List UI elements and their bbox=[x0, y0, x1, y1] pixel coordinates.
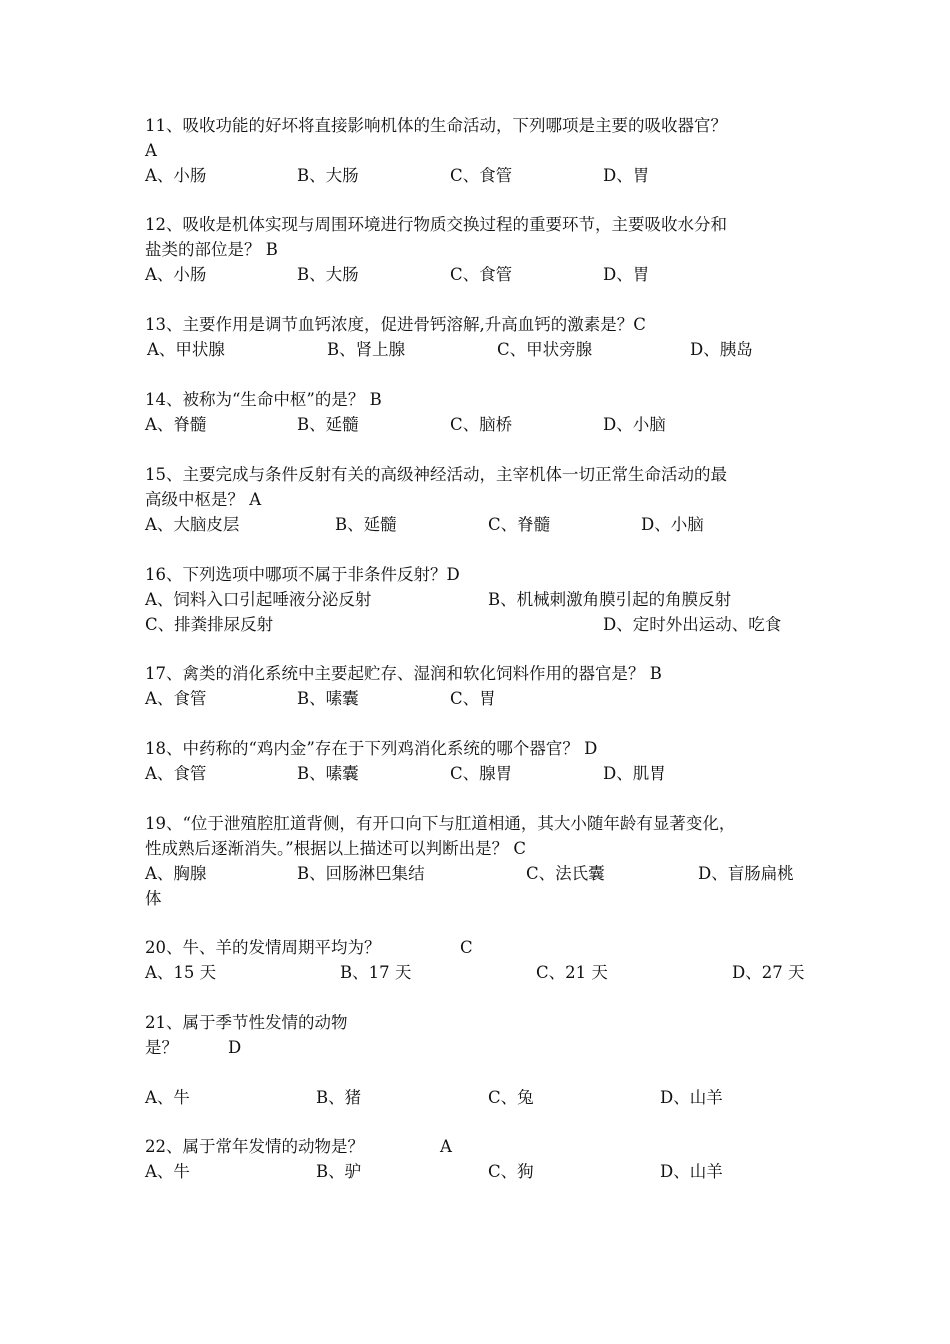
option-d: D、小脑 bbox=[641, 515, 704, 534]
option-c: C、脊髓 bbox=[488, 515, 551, 534]
option-a: A、食管 bbox=[145, 764, 207, 783]
option-a: A、牛 bbox=[145, 1088, 190, 1107]
option-c: C、食管 bbox=[450, 265, 513, 284]
question-text: 21、属于季节性发情的动物 bbox=[145, 1013, 348, 1032]
option-d: D、肌胃 bbox=[603, 764, 666, 783]
options-row bbox=[145, 163, 810, 188]
options-row bbox=[145, 412, 810, 437]
option-b: B、肾上腺 bbox=[327, 340, 406, 359]
option-b: B、机械刺激角膜引起的角膜反射 bbox=[488, 590, 732, 609]
question-text-cont: 盐类的部位是？ B bbox=[145, 240, 278, 259]
option-b: B、嗉囊 bbox=[297, 689, 359, 708]
option-d: D、山羊 bbox=[660, 1162, 723, 1181]
options-row bbox=[145, 686, 810, 711]
option-d: D、小脑 bbox=[603, 415, 666, 434]
option-b: B、17 天 bbox=[340, 963, 412, 982]
blank-line bbox=[145, 1060, 810, 1085]
option-c: C、21 天 bbox=[536, 963, 608, 982]
option-d: D、山羊 bbox=[660, 1088, 723, 1107]
option-b: B、大肠 bbox=[297, 265, 359, 284]
answer-key: A bbox=[145, 141, 157, 160]
question-text: 13、主要作用是调节血钙浓度，促进骨钙溶解,升高血钙的激素是？C bbox=[145, 315, 646, 334]
option-b: B、延髓 bbox=[297, 415, 359, 434]
option-a: A、牛 bbox=[145, 1162, 190, 1181]
option-d: D、胰岛 bbox=[690, 340, 753, 359]
question-text-cont: 高级中枢是？ A bbox=[145, 490, 262, 509]
question-text: 20、牛、羊的发情周期平均为？ bbox=[145, 938, 381, 957]
option-a: A、饲料入口引起唾液分泌反射 bbox=[145, 590, 372, 609]
question-text-cont: 性成熟后逐渐消失。”根据以上描述可以判断出是？ C bbox=[145, 839, 527, 858]
question-text: 17、禽类的消化系统中主要起贮存、湿润和软化饲料作用的器官是？ B bbox=[145, 664, 662, 683]
options-row bbox=[145, 337, 810, 362]
options-row bbox=[145, 1159, 810, 1184]
question-14 bbox=[145, 387, 810, 437]
options-row bbox=[145, 861, 810, 886]
option-c: C、兔 bbox=[488, 1088, 534, 1107]
option-b: B、驴 bbox=[316, 1162, 362, 1181]
answer-key: D bbox=[228, 1038, 242, 1057]
option-c: C、食管 bbox=[450, 166, 513, 185]
question-19 bbox=[145, 811, 810, 911]
question-17 bbox=[145, 661, 810, 711]
option-a: A、胸腺 bbox=[145, 864, 207, 883]
question-21 bbox=[145, 1010, 810, 1110]
question-18 bbox=[145, 736, 810, 786]
question-text: 12、吸收是机体实现与周围环境进行物质交换过程的重要环节，主要吸收水分和 bbox=[145, 215, 727, 234]
question-text: 19、“位于泄殖腔肛道背侧，有开口向下与肛道相通，其大小随年龄有显著变化， bbox=[145, 814, 736, 833]
question-13 bbox=[145, 312, 810, 362]
option-a: A、大脑皮层 bbox=[145, 515, 240, 534]
option-d: D、盲肠扁桃 bbox=[698, 864, 794, 883]
question-text: 11、吸收功能的好坏将直接影响机体的生命活动，下列哪项是主要的吸收器官？ bbox=[145, 116, 727, 135]
option-b: B、猪 bbox=[316, 1088, 362, 1107]
option-a: A、甲状腺 bbox=[147, 340, 225, 359]
options-row bbox=[145, 612, 810, 637]
question-text-cont: 是？ bbox=[145, 1038, 178, 1057]
question-12 bbox=[145, 212, 810, 287]
question-line bbox=[145, 1134, 810, 1159]
question-16 bbox=[145, 562, 810, 637]
option-c: C、胃 bbox=[450, 689, 496, 708]
answer-key: A bbox=[440, 1137, 452, 1156]
question-line bbox=[145, 1035, 810, 1060]
option-c: C、排粪排尿反射 bbox=[145, 615, 274, 634]
option-d-continuation: 体 bbox=[145, 889, 162, 908]
options-row bbox=[145, 587, 810, 612]
option-b: B、回肠淋巴集结 bbox=[297, 864, 425, 883]
option-c: C、甲状旁腺 bbox=[497, 340, 593, 359]
option-b: B、嗉囊 bbox=[297, 764, 359, 783]
question-22 bbox=[145, 1134, 810, 1184]
option-a: A、小肠 bbox=[145, 166, 207, 185]
options-row bbox=[145, 1085, 810, 1110]
question-line bbox=[145, 935, 810, 960]
option-a: A、食管 bbox=[145, 689, 207, 708]
option-c: C、腺胃 bbox=[450, 764, 513, 783]
options-row bbox=[145, 262, 810, 287]
question-text: 18、中药称的“鸡内金”存在于下列鸡消化系统的哪个器官？ D bbox=[145, 739, 598, 758]
option-c: C、法氏囊 bbox=[526, 864, 605, 883]
question-20 bbox=[145, 935, 810, 985]
question-15 bbox=[145, 462, 810, 537]
question-11 bbox=[145, 113, 810, 188]
question-text: 16、下列选项中哪项不属于非条件反射？D bbox=[145, 565, 460, 584]
answer-key: C bbox=[460, 938, 473, 957]
option-a: A、脊髓 bbox=[145, 415, 207, 434]
option-a: A、小肠 bbox=[145, 265, 207, 284]
question-text: 15、主要完成与条件反射有关的高级神经活动，主宰机体一切正常生命活动的最 bbox=[145, 465, 727, 484]
option-d: D、胃 bbox=[603, 166, 650, 185]
option-a: A、15 天 bbox=[145, 963, 217, 982]
options-row bbox=[145, 512, 810, 537]
question-text: 22、属于常年发情的动物是？ bbox=[145, 1137, 364, 1156]
option-d: D、胃 bbox=[603, 265, 650, 284]
options-row bbox=[145, 960, 810, 985]
option-d: D、27 天 bbox=[732, 963, 805, 982]
question-text: 14、被称为“生命中枢”的是？ B bbox=[145, 390, 382, 409]
option-b: B、延髓 bbox=[335, 515, 397, 534]
option-c: C、脑桥 bbox=[450, 415, 513, 434]
option-c: C、狗 bbox=[488, 1162, 534, 1181]
option-d: D、定时外出运动、吃食 bbox=[603, 615, 782, 634]
options-row bbox=[145, 761, 810, 786]
option-b: B、大肠 bbox=[297, 166, 359, 185]
